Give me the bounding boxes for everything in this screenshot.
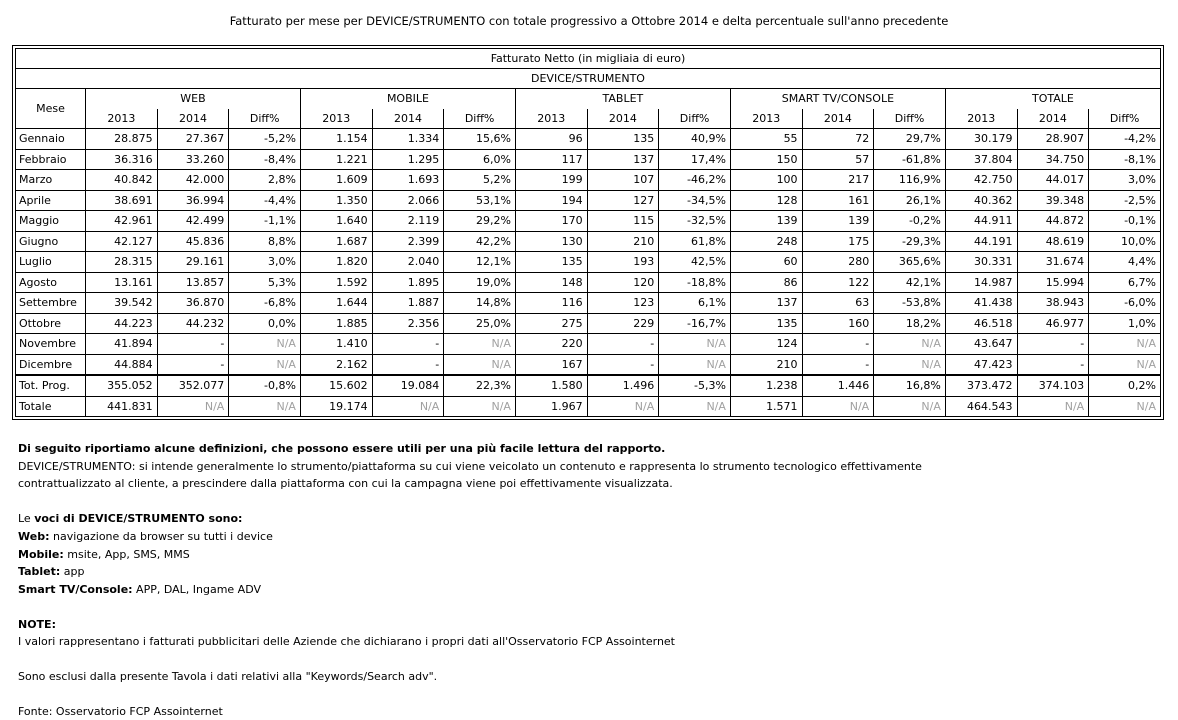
table-cell: -16,7% (659, 313, 731, 334)
table-cell: 1.693 (372, 170, 444, 191)
table-cell: 42.000 (157, 170, 229, 191)
table-cell: - (587, 334, 659, 355)
table-cell: 1.496 (587, 375, 659, 396)
voce-smarttv: Smart TV/Console: APP, DAL, Ingame ADV (18, 582, 262, 596)
month-label: Dicembre (16, 354, 86, 375)
table-cell: 1.895 (372, 272, 444, 293)
table-cell: 193 (587, 252, 659, 273)
table-cell: 1.154 (300, 129, 372, 150)
table-cell: 42.961 (86, 211, 158, 232)
table-cell: 1.592 (300, 272, 372, 293)
table-cell: 210 (587, 231, 659, 252)
table-cell: N/A (1089, 396, 1161, 417)
table-cell: 15,6% (444, 129, 516, 150)
table-cell: 210 (730, 354, 802, 375)
table-cell: 1.580 (515, 375, 587, 396)
table-cell: 36.870 (157, 293, 229, 314)
table-cell: 25,0% (444, 313, 516, 334)
table-cell: 124 (730, 334, 802, 355)
table-row (16, 231, 1161, 252)
table-cell: -2,5% (1089, 190, 1161, 211)
definition-line-2: contrattualizzato al cliente, a prescindere dalla piattaforma con cui la campagna viene poi effettivamente visualizzata. (18, 477, 673, 491)
table-cell: 44.223 (86, 313, 158, 334)
table-cell: 194 (515, 190, 587, 211)
table-cell: -18,8% (659, 272, 731, 293)
table-cell: 26,1% (874, 190, 946, 211)
table-cell: N/A (587, 396, 659, 417)
table-cell: 365,6% (874, 252, 946, 273)
table-row (16, 170, 1161, 191)
table-cell: 1.334 (372, 129, 444, 150)
table-cell: 31.674 (1017, 252, 1089, 273)
table-cell: 148 (515, 272, 587, 293)
table-cell: N/A (444, 334, 516, 355)
table-cell: 28.875 (86, 129, 158, 150)
voce-tablet: Tablet: app (18, 565, 85, 579)
table-cell: 1.410 (300, 334, 372, 355)
table-cell: 29,2% (444, 211, 516, 232)
table-cell: 122 (802, 272, 874, 293)
table-row (16, 334, 1161, 355)
table-cell: 3,0% (229, 252, 301, 273)
table-cell: 57 (802, 149, 874, 170)
table-cell: 40,9% (659, 129, 731, 150)
table-cell: 96 (515, 129, 587, 150)
table-cell: -0,8% (229, 375, 301, 396)
table-cell: 39.542 (86, 293, 158, 314)
table-cell: 47.423 (945, 354, 1017, 375)
month-label: Giugno (16, 231, 86, 252)
voci-heading: Le voci di DEVICE/STRUMENTO sono: (18, 512, 243, 526)
year-header: 2014 (802, 109, 874, 129)
note-heading: NOTE: (18, 617, 56, 631)
table-cell: -6,8% (229, 293, 301, 314)
definition-line-1: DEVICE/STRUMENTO: si intende generalmente lo strumento/piattaforma su cui viene veicolato un contenuto e rappresenta lo strumento tecnologico effettivamente (18, 459, 922, 473)
source-line: Fonte: Osservatorio FCP Assointernet (18, 704, 223, 718)
table-cell: N/A (874, 334, 946, 355)
table-cell: 13.857 (157, 272, 229, 293)
table-cell: 72 (802, 129, 874, 150)
table-cell: 18,2% (874, 313, 946, 334)
table-cell: 1.687 (300, 231, 372, 252)
table-cell: 48.619 (1017, 231, 1089, 252)
table-cell: 19.174 (300, 396, 372, 417)
table-cell: -0,1% (1089, 211, 1161, 232)
table-cell: 42,2% (444, 231, 516, 252)
table-cell: 123 (587, 293, 659, 314)
table-cell: -32,5% (659, 211, 731, 232)
table-cell: 2.399 (372, 231, 444, 252)
voce-web: Web: navigazione da browser su tutti i device (18, 529, 273, 543)
notes-section (18, 440, 1158, 720)
month-label: Gennaio (16, 129, 86, 150)
table-cell: N/A (444, 354, 516, 375)
table-cell: 86 (730, 272, 802, 293)
table-cell: 2,8% (229, 170, 301, 191)
month-label: Febbraio (16, 149, 86, 170)
table-cell: 6,0% (444, 149, 516, 170)
table-cell: 38.943 (1017, 293, 1089, 314)
table-cell: N/A (229, 354, 301, 375)
table-cell: 355.052 (86, 375, 158, 396)
table-cell: 44.884 (86, 354, 158, 375)
table-cell: -61,8% (874, 149, 946, 170)
revenue-table-frame (12, 45, 1164, 420)
table-cell: 38.691 (86, 190, 158, 211)
table-cell: - (372, 334, 444, 355)
table-cell: -8,1% (1089, 149, 1161, 170)
table-cell: 42.127 (86, 231, 158, 252)
table-cell: N/A (659, 354, 731, 375)
table-cell: 13.161 (86, 272, 158, 293)
table-cell: 135 (587, 129, 659, 150)
table-cell: 1,0% (1089, 313, 1161, 334)
table-cell: 135 (515, 252, 587, 273)
voce-mobile: Mobile: msite, App, SMS, MMS (18, 547, 190, 561)
table-cell: 36.994 (157, 190, 229, 211)
table-cell: 139 (802, 211, 874, 232)
month-label: Luglio (16, 252, 86, 273)
table-cell: 1.820 (300, 252, 372, 273)
month-label: Ottobre (16, 313, 86, 334)
header-main: Fatturato Netto (in migliaia di euro) (16, 49, 1161, 69)
table-cell: 41.894 (86, 334, 158, 355)
table-row (16, 190, 1161, 211)
table-cell: N/A (802, 396, 874, 417)
table-cell: 3,0% (1089, 170, 1161, 191)
table-cell: 150 (730, 149, 802, 170)
table-cell: 120 (587, 272, 659, 293)
table-row (16, 396, 1161, 417)
table-cell: 44.017 (1017, 170, 1089, 191)
table-cell: 39.348 (1017, 190, 1089, 211)
table-cell: 5,3% (229, 272, 301, 293)
table-cell: 161 (802, 190, 874, 211)
table-row (16, 129, 1161, 150)
month-label: Aprile (16, 190, 86, 211)
group-header-smarttv: SMART TV/CONSOLE (730, 89, 945, 109)
table-cell: 22,3% (444, 375, 516, 396)
table-cell: 1.238 (730, 375, 802, 396)
table-cell: 16,8% (874, 375, 946, 396)
header-device: DEVICE/STRUMENTO (16, 69, 1161, 89)
table-cell: N/A (372, 396, 444, 417)
table-cell: 30.331 (945, 252, 1017, 273)
table-row (16, 272, 1161, 293)
table-cell: 2.119 (372, 211, 444, 232)
year-header: Diff% (444, 109, 516, 129)
table-cell: -1,1% (229, 211, 301, 232)
table-cell: 19.084 (372, 375, 444, 396)
table-cell: 2.356 (372, 313, 444, 334)
table-cell: N/A (157, 396, 229, 417)
table-cell: N/A (659, 396, 731, 417)
table-cell: - (1017, 334, 1089, 355)
table-row (16, 313, 1161, 334)
year-header: 2013 (515, 109, 587, 129)
table-cell: 1.446 (802, 375, 874, 396)
table-cell: 44.911 (945, 211, 1017, 232)
year-header: 2013 (730, 109, 802, 129)
table-cell: N/A (229, 334, 301, 355)
table-cell: N/A (659, 334, 731, 355)
table-cell: 29.161 (157, 252, 229, 273)
table-cell: 42,5% (659, 252, 731, 273)
year-header: 2014 (587, 109, 659, 129)
table-cell: 464.543 (945, 396, 1017, 417)
year-header: Diff% (874, 109, 946, 129)
table-cell: N/A (229, 396, 301, 417)
table-cell: 28.315 (86, 252, 158, 273)
table-cell: 12,1% (444, 252, 516, 273)
year-header: 2013 (945, 109, 1017, 129)
year-header: 2014 (1017, 109, 1089, 129)
table-cell: 373.472 (945, 375, 1017, 396)
year-header: Diff% (659, 109, 731, 129)
table-cell: 128 (730, 190, 802, 211)
table-cell: 229 (587, 313, 659, 334)
group-header-tablet: TABLET (515, 89, 730, 109)
table-cell: 42.499 (157, 211, 229, 232)
year-header: 2014 (157, 109, 229, 129)
table-cell: 1.887 (372, 293, 444, 314)
table-cell: 43.647 (945, 334, 1017, 355)
table-cell: 15.994 (1017, 272, 1089, 293)
table-row (16, 149, 1161, 170)
table-cell: 45.836 (157, 231, 229, 252)
month-label: Novembre (16, 334, 86, 355)
table-row (16, 211, 1161, 232)
table-cell: 14,8% (444, 293, 516, 314)
group-header-web: WEB (86, 89, 301, 109)
table-cell: 115 (587, 211, 659, 232)
revenue-table (15, 48, 1161, 417)
table-cell: 15.602 (300, 375, 372, 396)
table-cell: 37.804 (945, 149, 1017, 170)
month-label: Settembre (16, 293, 86, 314)
month-label: Maggio (16, 211, 86, 232)
table-cell: 167 (515, 354, 587, 375)
table-cell: 220 (515, 334, 587, 355)
table-cell: 8,8% (229, 231, 301, 252)
table-cell: 137 (587, 149, 659, 170)
table-cell: 160 (802, 313, 874, 334)
table-cell: 1.644 (300, 293, 372, 314)
note-line-2: Sono esclusi dalla presente Tavola i dati relativi alla "Keywords/Search adv". (18, 670, 438, 684)
table-cell: 1.350 (300, 190, 372, 211)
year-header: 2013 (300, 109, 372, 129)
table-cell: 130 (515, 231, 587, 252)
table-cell: 42,1% (874, 272, 946, 293)
table-cell: 100 (730, 170, 802, 191)
table-cell: 55 (730, 129, 802, 150)
table-cell: 28.907 (1017, 129, 1089, 150)
mese-header: Mese (16, 89, 86, 129)
month-label: Totale (16, 396, 86, 417)
table-cell: 19,0% (444, 272, 516, 293)
table-row (16, 252, 1161, 273)
table-cell: 41.438 (945, 293, 1017, 314)
table-cell: -6,0% (1089, 293, 1161, 314)
table-cell: 40.362 (945, 190, 1017, 211)
month-label: Agosto (16, 272, 86, 293)
table-cell: N/A (444, 396, 516, 417)
table-cell: 5,2% (444, 170, 516, 191)
table-cell: 36.316 (86, 149, 158, 170)
table-cell: 139 (730, 211, 802, 232)
table-cell: - (157, 334, 229, 355)
table-cell: 17,4% (659, 149, 731, 170)
page-title: Fatturato per mese per DEVICE/STRUMENTO con totale progressivo a Ottobre 2014 e delta percentuale sull'anno precedente (229, 14, 949, 28)
table-cell: 63 (802, 293, 874, 314)
table-cell: 374.103 (1017, 375, 1089, 396)
table-cell: -0,2% (874, 211, 946, 232)
table-cell: 170 (515, 211, 587, 232)
table-cell: 107 (587, 170, 659, 191)
table-cell: 0,0% (229, 313, 301, 334)
table-cell: N/A (1089, 354, 1161, 375)
table-cell: 61,8% (659, 231, 731, 252)
table-cell: 34.750 (1017, 149, 1089, 170)
table-cell: - (802, 334, 874, 355)
table-cell: N/A (1089, 334, 1161, 355)
month-label: Marzo (16, 170, 86, 191)
month-label: Tot. Prog. (16, 375, 86, 396)
table-cell: 10,0% (1089, 231, 1161, 252)
table-cell: - (1017, 354, 1089, 375)
table-cell: 33.260 (157, 149, 229, 170)
group-header-mobile: MOBILE (300, 89, 515, 109)
table-cell: 135 (730, 313, 802, 334)
table-cell: 44.191 (945, 231, 1017, 252)
table-cell: 2.040 (372, 252, 444, 273)
table-cell: 30.179 (945, 129, 1017, 150)
table-cell: 0,2% (1089, 375, 1161, 396)
table-cell: N/A (1017, 396, 1089, 417)
table-cell: -46,2% (659, 170, 731, 191)
table-cell: 199 (515, 170, 587, 191)
table-row (16, 375, 1161, 396)
table-cell: 44.872 (1017, 211, 1089, 232)
table-cell: 116 (515, 293, 587, 314)
table-cell: 117 (515, 149, 587, 170)
table-cell: 46.518 (945, 313, 1017, 334)
table-cell: 60 (730, 252, 802, 273)
table-cell: 1.885 (300, 313, 372, 334)
table-cell: 275 (515, 313, 587, 334)
table-cell: - (157, 354, 229, 375)
table-cell: 6,1% (659, 293, 731, 314)
table-cell: 116,9% (874, 170, 946, 191)
table-cell: -4,2% (1089, 129, 1161, 150)
table-cell: 14.987 (945, 272, 1017, 293)
group-header-totale: TOTALE (945, 89, 1160, 109)
table-cell: -8,4% (229, 149, 301, 170)
table-cell: -4,4% (229, 190, 301, 211)
table-cell: N/A (874, 354, 946, 375)
table-cell: 1.967 (515, 396, 587, 417)
table-cell: -5,2% (229, 129, 301, 150)
table-cell: 248 (730, 231, 802, 252)
table-cell: 1.571 (730, 396, 802, 417)
table-cell: -29,3% (874, 231, 946, 252)
table-cell: 1.609 (300, 170, 372, 191)
table-row (16, 293, 1161, 314)
table-cell: 1.295 (372, 149, 444, 170)
table-cell: - (802, 354, 874, 375)
notes-intro: Di seguito riportiamo alcune definizioni, che possono essere utili per una più facile lettura del rapporto. (18, 442, 666, 455)
table-cell: 1.221 (300, 149, 372, 170)
table-cell: 352.077 (157, 375, 229, 396)
table-cell: -53,8% (874, 293, 946, 314)
table-cell: 53,1% (444, 190, 516, 211)
table-cell: - (372, 354, 444, 375)
table-cell: 27.367 (157, 129, 229, 150)
table-cell: N/A (874, 396, 946, 417)
table-cell: -34,5% (659, 190, 731, 211)
table-cell: 175 (802, 231, 874, 252)
table-cell: 2.066 (372, 190, 444, 211)
table-cell: 40.842 (86, 170, 158, 191)
table-cell: 4,4% (1089, 252, 1161, 273)
table-cell: -5,3% (659, 375, 731, 396)
table-cell: 42.750 (945, 170, 1017, 191)
table-cell: 137 (730, 293, 802, 314)
table-cell: 44.232 (157, 313, 229, 334)
table-cell: - (587, 354, 659, 375)
table-cell: 127 (587, 190, 659, 211)
table-cell: 46.977 (1017, 313, 1089, 334)
year-header: Diff% (229, 109, 301, 129)
year-header: 2013 (86, 109, 158, 129)
year-header: Diff% (1089, 109, 1161, 129)
table-cell: 29,7% (874, 129, 946, 150)
table-cell: 1.640 (300, 211, 372, 232)
year-header: 2014 (372, 109, 444, 129)
note-line-1: I valori rappresentano i fatturati pubblicitari delle Aziende che dichiarano i propri dati all'Osservatorio FCP Assointernet (18, 635, 675, 649)
table-cell: 217 (802, 170, 874, 191)
table-cell: 6,7% (1089, 272, 1161, 293)
table-cell: 280 (802, 252, 874, 273)
table-row (16, 354, 1161, 375)
table-cell: 441.831 (86, 396, 158, 417)
table-cell: 2.162 (300, 354, 372, 375)
